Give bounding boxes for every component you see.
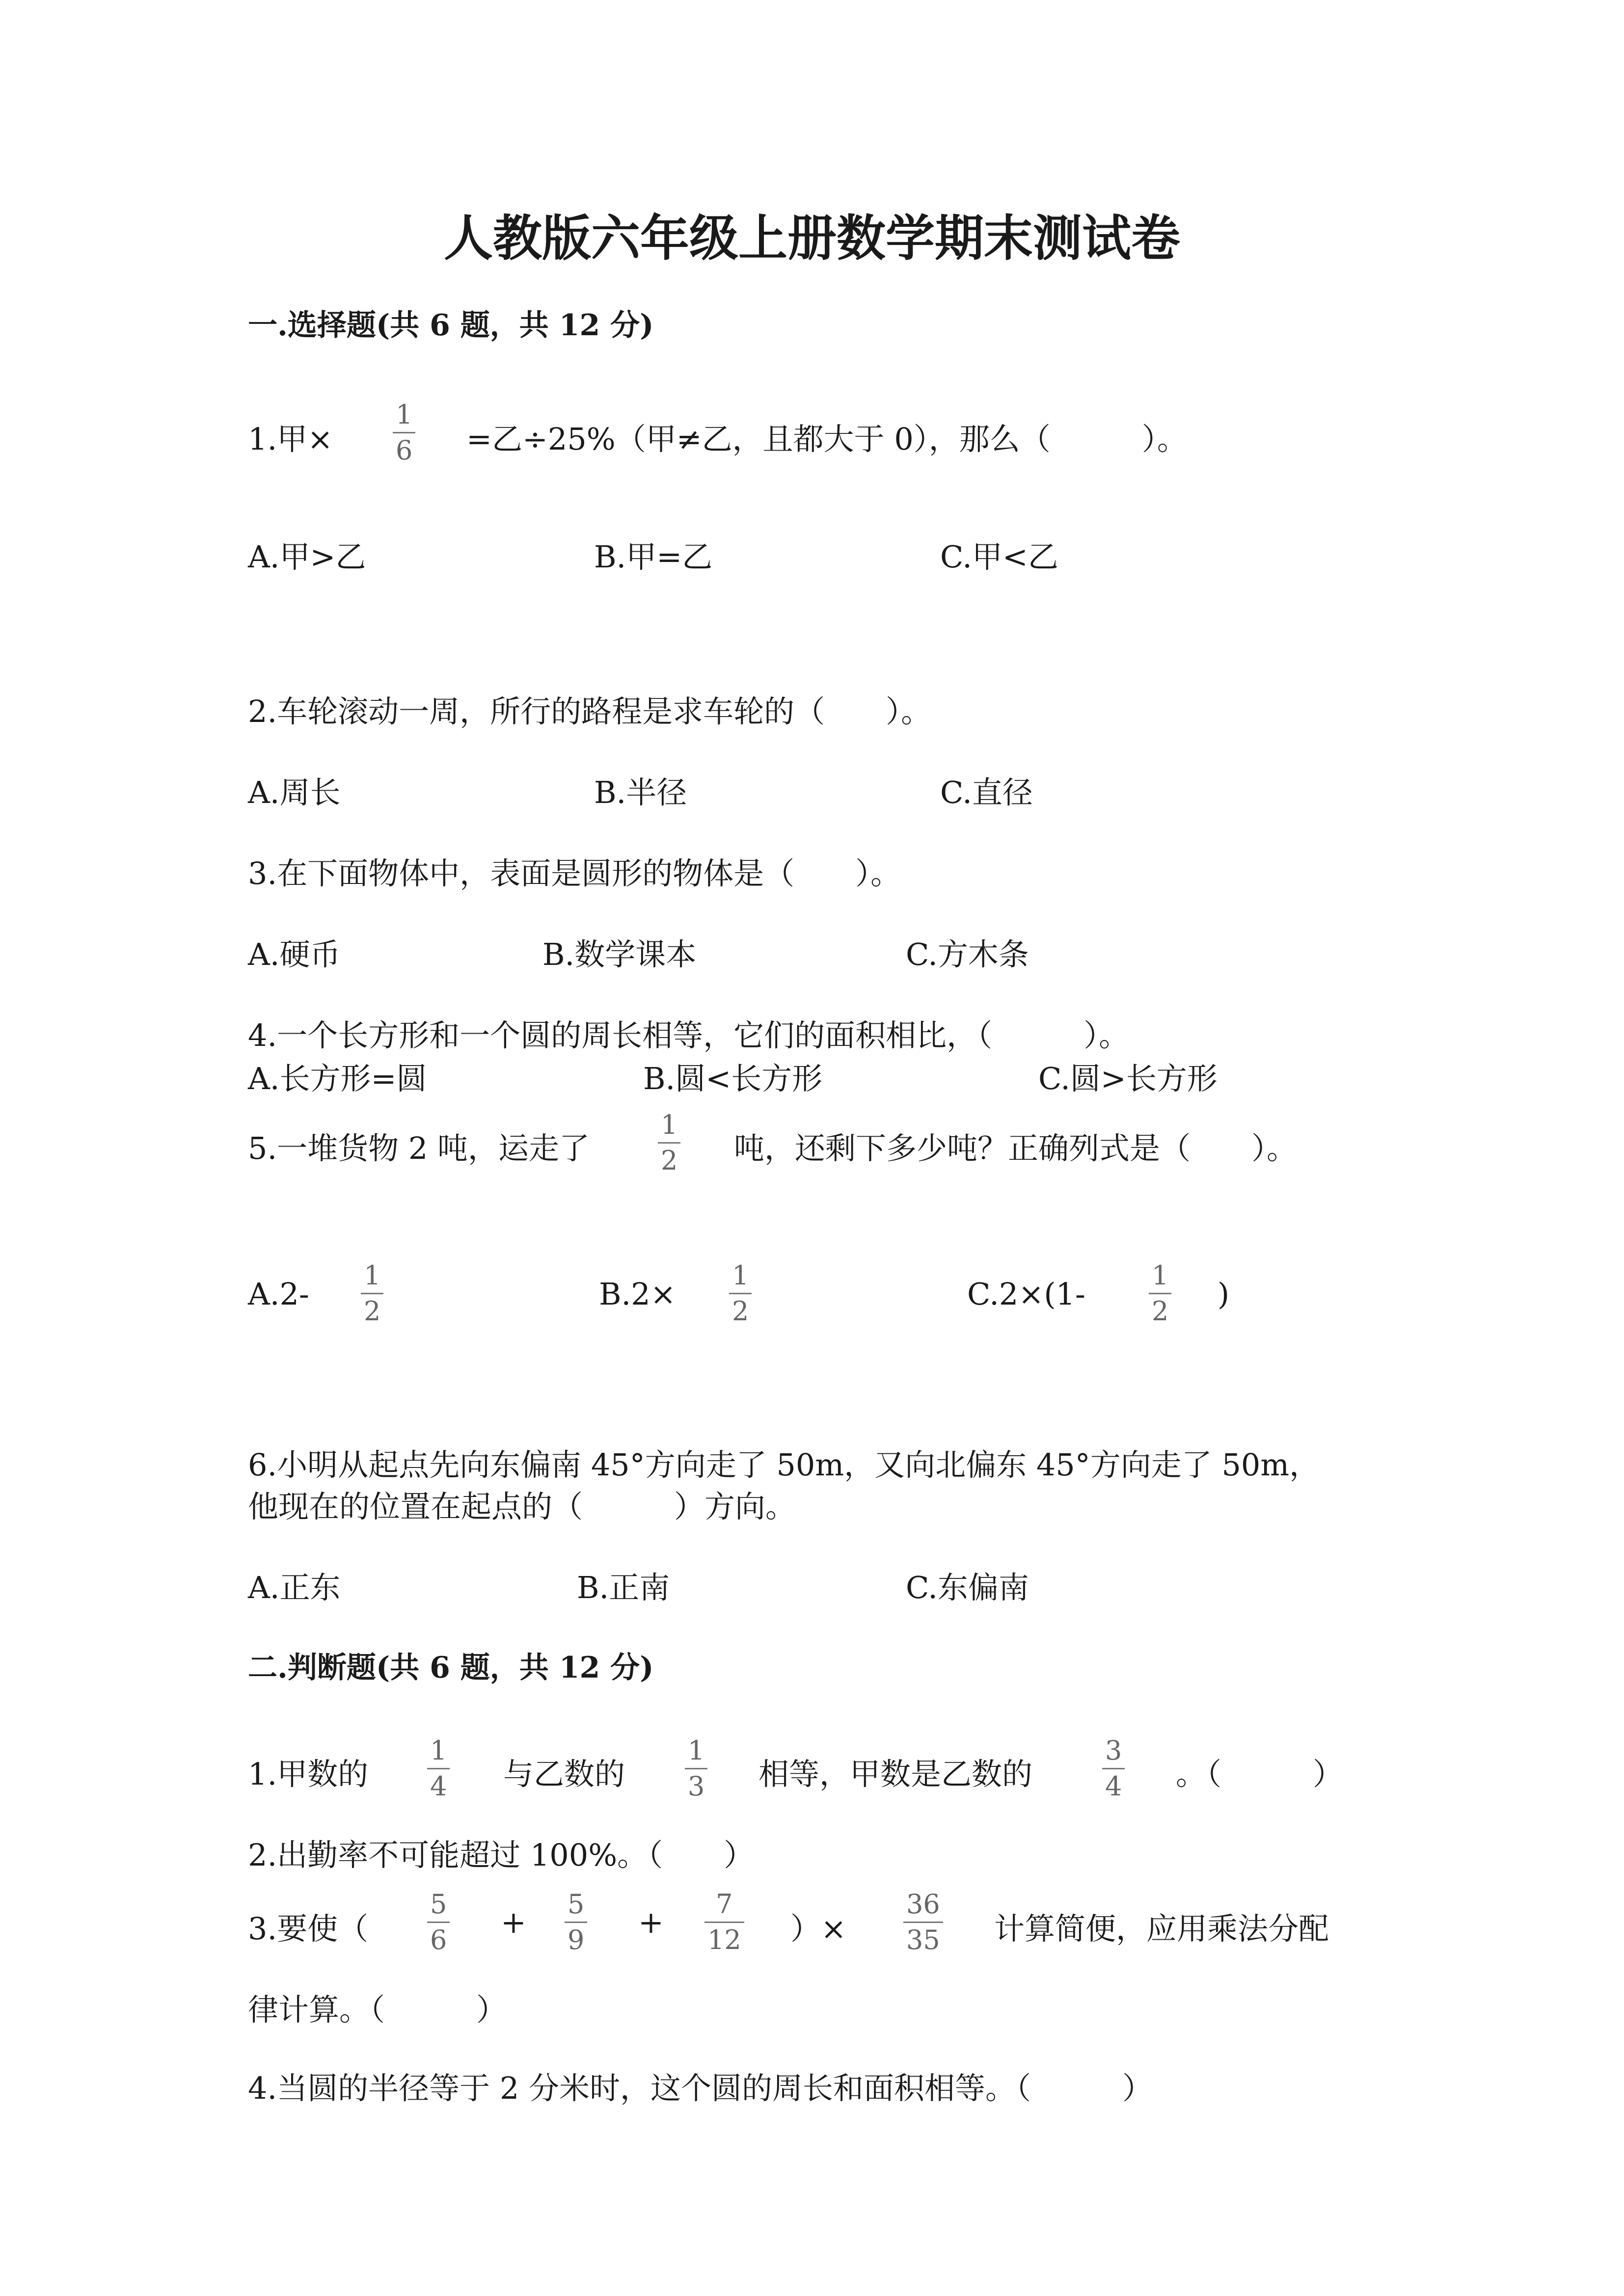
- fraction: 1 6: [393, 401, 415, 464]
- judgement-3-text-b: ）×: [790, 1911, 846, 1947]
- fraction: 1 2: [361, 1262, 383, 1325]
- plus-sign: +: [501, 1904, 526, 1940]
- question-5-text-b: 吨，还剩下多少吨？正确列式是（ ）。: [734, 1130, 1298, 1166]
- question-2-text: 2.车轮滚动一周，所行的路程是求车轮的（ ）。: [248, 694, 932, 729]
- judgement-2-text: 2.出勤率不可能超过 100%。（ ）: [248, 1837, 755, 1873]
- judgement-3-text-c: 计算简便，应用乘法分配: [994, 1911, 1329, 1947]
- option-c-close-paren: ): [1218, 1276, 1230, 1312]
- question-6-text-line2: 他现在的位置在起点的（ ）方向。: [248, 1489, 796, 1524]
- question-6-text-line1: 6.小明从起点先向东偏南 45°方向走了 50m，又向北偏东 45°方向走了 50m，: [248, 1447, 1320, 1483]
- section-heading-choice: 一.选择题(共 6 题，共 12 分): [248, 308, 654, 343]
- fraction: 1 3: [685, 1737, 707, 1800]
- option-a: A.硬币: [248, 936, 341, 972]
- judgement-3-text-a: 3.要使（: [248, 1911, 369, 1947]
- judgement-3-text-d: 律计算。（ ）: [248, 1992, 507, 2028]
- section-heading-judgement: 二.判断题(共 6 题，共 12 分): [248, 1651, 654, 1685]
- option-c: C.圆>长方形: [1038, 1061, 1218, 1096]
- option-b: B.半径: [594, 774, 687, 810]
- fraction: 1 2: [658, 1112, 680, 1174]
- option-a: A.长方形=圆: [248, 1061, 427, 1096]
- page-title: 人教版六年级上册数学期末测试卷: [444, 209, 1180, 267]
- fraction: 5 6: [427, 1891, 450, 1953]
- fraction: 3 4: [1102, 1737, 1125, 1800]
- option-a: A.正东: [248, 1570, 341, 1605]
- judgement-1-text-b: 与乙数的: [503, 1756, 625, 1792]
- option-b: B.正南: [577, 1570, 670, 1605]
- plus-sign: +: [638, 1904, 664, 1940]
- option-a: A.甲>乙: [248, 539, 366, 575]
- fraction: 5 9: [565, 1891, 587, 1953]
- option-c: C.直径: [940, 774, 1033, 810]
- option-b: B.圆<长方形: [643, 1061, 823, 1096]
- question-5-text-a: 5.一堆货物 2 吨，运走了: [248, 1130, 590, 1166]
- judgement-1-text-a: 1.甲数的: [248, 1756, 369, 1792]
- option-c: C.2×(1-: [967, 1276, 1085, 1312]
- option-b: B.甲=乙: [594, 539, 713, 575]
- fraction: 7 12: [704, 1891, 744, 1953]
- fraction: 1 4: [427, 1737, 450, 1800]
- judgement-4-text: 4.当圆的半径等于 2 分米时，这个圆的周长和面积相等。（ ）: [248, 2070, 1153, 2106]
- fraction: 36 35: [903, 1891, 943, 1953]
- judgement-1-text-c: 相等，甲数是乙数的: [758, 1756, 1033, 1792]
- fraction: 1 2: [1149, 1262, 1171, 1325]
- judgement-1-text-d: 。（ ）: [1176, 1756, 1344, 1792]
- fraction: 1 2: [729, 1262, 752, 1325]
- option-b: B.数学课本: [542, 936, 697, 972]
- option-a: A.周长: [248, 774, 341, 810]
- option-c: C.方木条: [906, 936, 1029, 972]
- option-c: C.甲<乙: [940, 539, 1058, 575]
- option-a: A.2-: [248, 1276, 309, 1312]
- question-4-text: 4.一个长方形和一个圆的周长相等，它们的面积相比，（ ）。: [248, 1017, 1130, 1053]
- option-c: C.东偏南: [906, 1570, 1029, 1605]
- question-3-text: 3.在下面物体中，表面是圆形的物体是（ ）。: [248, 855, 901, 891]
- question-1-text-b: =乙÷25%（甲≠乙，且都大于 0），那么（ ）。: [466, 421, 1188, 457]
- option-b: B.2×: [599, 1276, 676, 1312]
- question-1-text-a: 1.甲×: [248, 421, 333, 457]
